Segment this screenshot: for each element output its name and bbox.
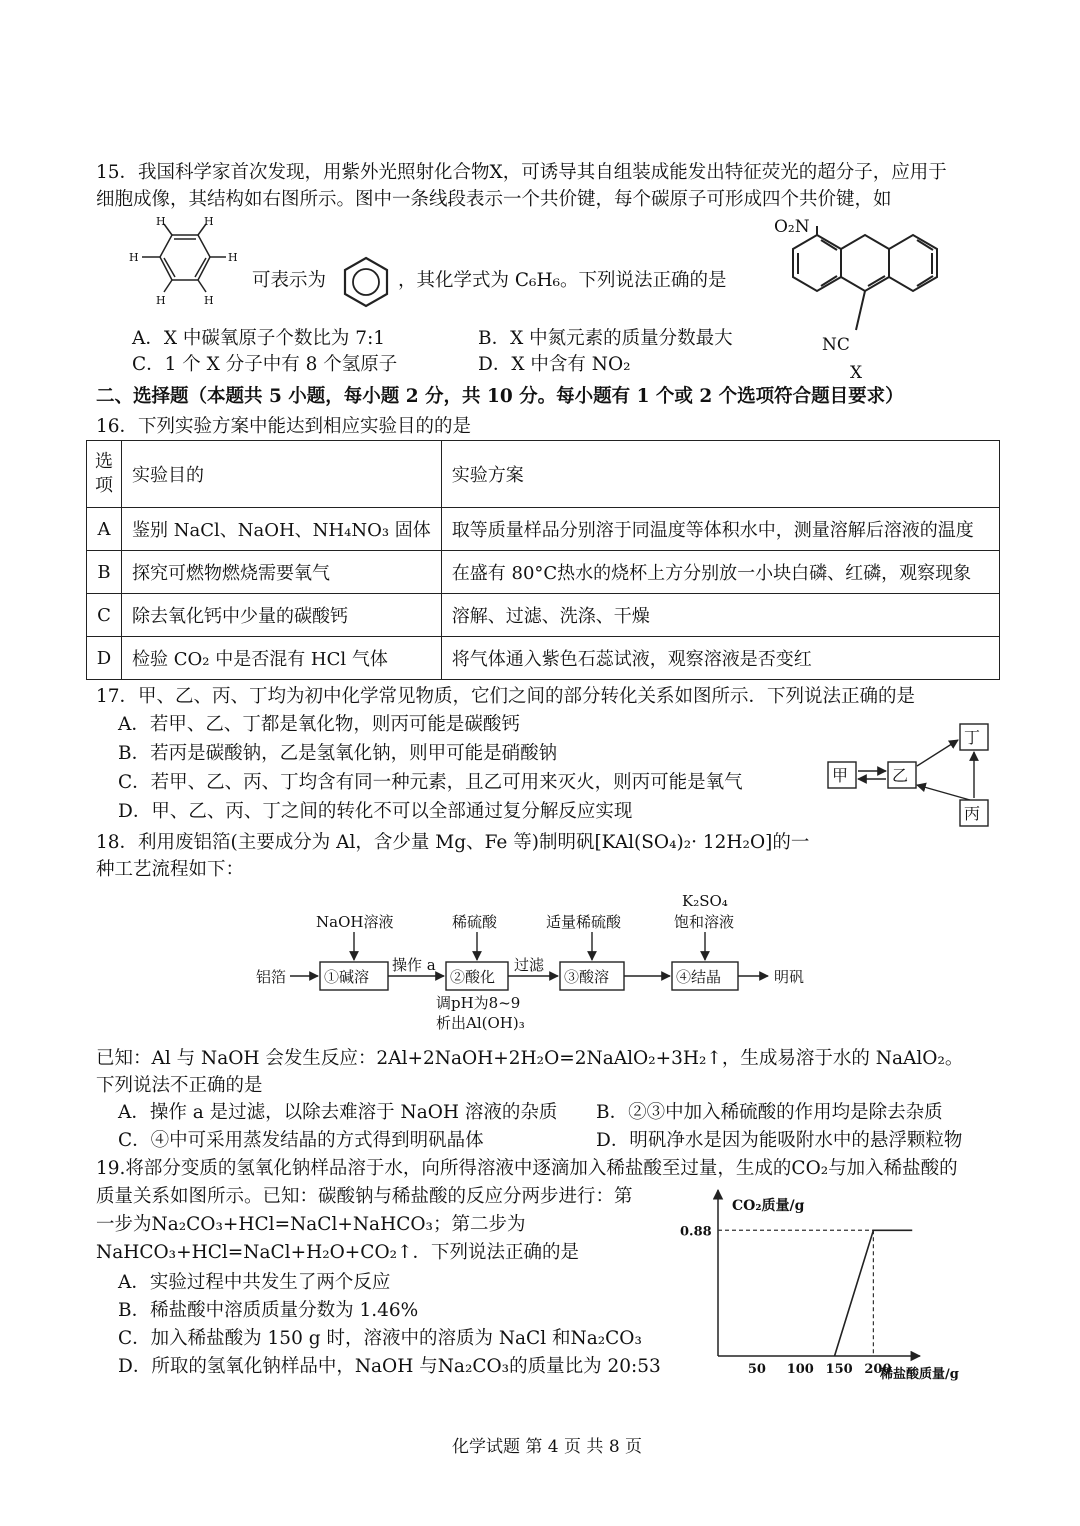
h-label: H [204, 294, 214, 307]
q15-option-d: D．X 中含有 NO₂ [478, 354, 631, 375]
q17-option-a: A．若甲、乙、丁都是氧化物，则丙可能是碳酸钙 [118, 714, 520, 735]
q19-stem-line4: NaHCO₃+HCl=NaCl+H₂O+CO₂↑．下列说法正确的是 [96, 1242, 580, 1263]
q18-known: 已知：Al 与 NaOH 会发生反应：2Al+2NaOH+2H₂O=2NaAlO₂+3H₂↑，生成易溶于水的 NaAlO₂。 [96, 1048, 964, 1069]
q18-option-d: D．明矾净水是因为能吸附水中的悬浮颗粒物 [596, 1130, 963, 1151]
flow-reagent4b: 饱和溶液 [674, 913, 735, 931]
nc-label: NC [822, 335, 850, 355]
q18-stem-line2: 种工艺流程如下： [96, 859, 245, 880]
h-label: H [228, 251, 238, 264]
node-ding: 丁 [964, 728, 981, 747]
x-axis-label: 稀盐酸质量/g [880, 1367, 959, 1382]
flow-reagent1: NaOH溶液 [316, 913, 394, 931]
node-jia: 甲 [832, 766, 849, 785]
flow-step4: ④结晶 [676, 968, 722, 986]
h-label: H [156, 215, 166, 228]
q17-option-c: C．若甲、乙、丙、丁均含有同一种元素，且乙可用来灭火，则丙可能是氧气 [118, 772, 743, 793]
header-opt-a: 选 [95, 451, 113, 472]
flow-reagent4a: K₂SO₄ [682, 892, 728, 910]
x-label: X [850, 363, 863, 383]
o2n-label: O₂N [774, 217, 810, 237]
header-opt-b: 项 [95, 475, 113, 496]
q16-table [86, 440, 1000, 680]
q19-co2-chart [660, 1180, 1000, 1385]
q15-option-c: C．1 个 X 分子中有 8 个氢原子 [132, 354, 398, 375]
flow-start: 铝箔 [256, 968, 287, 986]
flow-reagent2: 稀硫酸 [452, 913, 498, 931]
q15-formula-text: ，其化学式为 C₆H₆。下列说法正确的是 [398, 270, 727, 291]
benzene-kekule-structure [120, 212, 250, 324]
section-heading: 二、选择题（本题共 5 小题，每小题 2 分，共 10 分。每小题有 1 个或 2 个选项符合题目要求） [96, 386, 904, 407]
q15-can-represent: 可表示为 [252, 270, 327, 291]
q15-option-b: B．X 中氮元素的质量分数最大 [478, 328, 733, 349]
q15-option-a: A．X 中碳氧原子个数比为 7:1 [132, 328, 386, 349]
table-row: C 除去氧化钙中少量的碳酸钙 溶解、过滤、洗涤、干燥 [87, 594, 1000, 637]
flow-step2: ②酸化 [450, 968, 496, 986]
flow-step1: ①碱溶 [324, 968, 370, 986]
table-row: D 检验 CO₂ 中是否混有 HCl 气体 将气体通入紫色石蕊试液，观察溶液是否变红 [87, 637, 1000, 680]
flow-filter: 过滤 [514, 956, 545, 974]
q19-stem-line1: 19.将部分变质的氢氧化钠样品溶于水，向所得溶液中逐滴加入稀盐酸至过量，生成的CO₂与加入稀盐酸的 [96, 1158, 958, 1179]
x-tick-label: 100 [786, 1362, 814, 1377]
h-label: H [204, 215, 214, 228]
q18-process-flow [250, 890, 830, 1038]
x-tick-label: 50 [747, 1362, 766, 1377]
flow-end: 明矾 [774, 968, 805, 986]
q17-stem: 17．甲、乙、丙、丁均为初中化学常见物质，它们之间的部分转化关系如图所示．下列说法正确的是 [96, 686, 916, 707]
h-label: H [156, 294, 166, 307]
header-plan: 实验方案 [441, 441, 999, 508]
q15-stem-line2: 细胞成像，其结构如右图所示。图中一条线段表示一个共价键，每个碳原子可形成四个共价键，如 [96, 189, 892, 210]
node-yi: 乙 [892, 766, 909, 785]
q19-option-b: B．稀盐酸中溶质质量分数为 1.46% [118, 1300, 419, 1321]
q16-stem: 16．下列实验方案中能达到相应实验目的的是 [96, 416, 472, 437]
q19-option-c: C．加入稀盐酸为 150 g 时，溶液中的溶质为 NaCl 和Na₂CO₃ [118, 1328, 642, 1349]
benzene-ring-icon [338, 254, 394, 310]
h-label: H [129, 251, 139, 264]
flow-note1: 调pH为8~9 [436, 994, 521, 1012]
q18-ask: 下列说法不正确的是 [96, 1075, 263, 1096]
q18-stem-line1: 18．利用废铝箔(主要成分为 Al，含少量 Mg、Fe 等)制明矾[KAl(SO₄)₂· 12H₂O]的一 [96, 832, 810, 853]
flow-op-a: 操作 a [392, 956, 436, 974]
flow-step3: ③酸溶 [564, 968, 610, 986]
flow-reagent3: 适量稀硫酸 [546, 913, 622, 931]
y-axis-label: CO₂质量/g [732, 1198, 805, 1214]
node-bing: 丙 [964, 804, 981, 823]
q19-option-a: A．实验过程中共发生了两个反应 [118, 1272, 391, 1293]
compound-x-structure [760, 212, 950, 387]
q19-stem-line2: 质量关系如图所示。已知：碳酸钠与稀盐酸的反应分两步进行：第 [96, 1186, 633, 1207]
x-tick-label: 150 [825, 1362, 853, 1377]
q18-option-b: B．②③中加入稀硫酸的作用均是除去杂质 [596, 1102, 943, 1123]
x-tick-label: 200 [864, 1362, 892, 1377]
q18-option-c: C．④中可采用蒸发结晶的方式得到明矾晶体 [118, 1130, 484, 1151]
q17-option-d: D．甲、乙、丙、丁之间的转化不可以全部通过复分解反应实现 [118, 801, 633, 822]
page-footer: 化学试题 第 4 页 共 8 页 [452, 1437, 643, 1457]
q17-option-b: B．若丙是碳酸钠，乙是氢氧化钠，则甲可能是硝酸钠 [118, 743, 558, 764]
table-header-row [87, 441, 1000, 508]
q19-stem-line3: 一步为Na₂CO₃+HCl=NaCl+NaHCO₃；第二步为 [96, 1214, 526, 1235]
q15-stem-line1: 15．我国科学家首次发现，用紫外光照射化合物X，可诱导其自组装成能发出特征荧光的超分子，应用于 [96, 162, 947, 183]
flow-note2: 析出Al(OH)₃ [436, 1014, 525, 1032]
q19-option-d: D．所取的氢氧化钠样品中，NaOH 与Na₂CO₃的质量比为 20:53 [118, 1356, 661, 1377]
y-tick-label: 0.88 [680, 1224, 712, 1240]
table-row: B 探究可燃物燃烧需要氧气 在盛有 80°C热水的烧杯上方分别放一小块白磷、红磷，观察现象 [87, 551, 1000, 594]
q18-option-a: A．操作 a 是过滤，以除去难溶于 NaOH 溶液的杂质 [118, 1102, 558, 1123]
table-row: A 鉴别 NaCl、NaOH、NH₄NO₃ 固体 取等质量样品分别溶于同温度等体积水中，测量溶解后溶液的温度 [87, 508, 1000, 551]
q17-transformation-diagram [820, 718, 998, 828]
header-purpose: 实验目的 [122, 441, 442, 508]
